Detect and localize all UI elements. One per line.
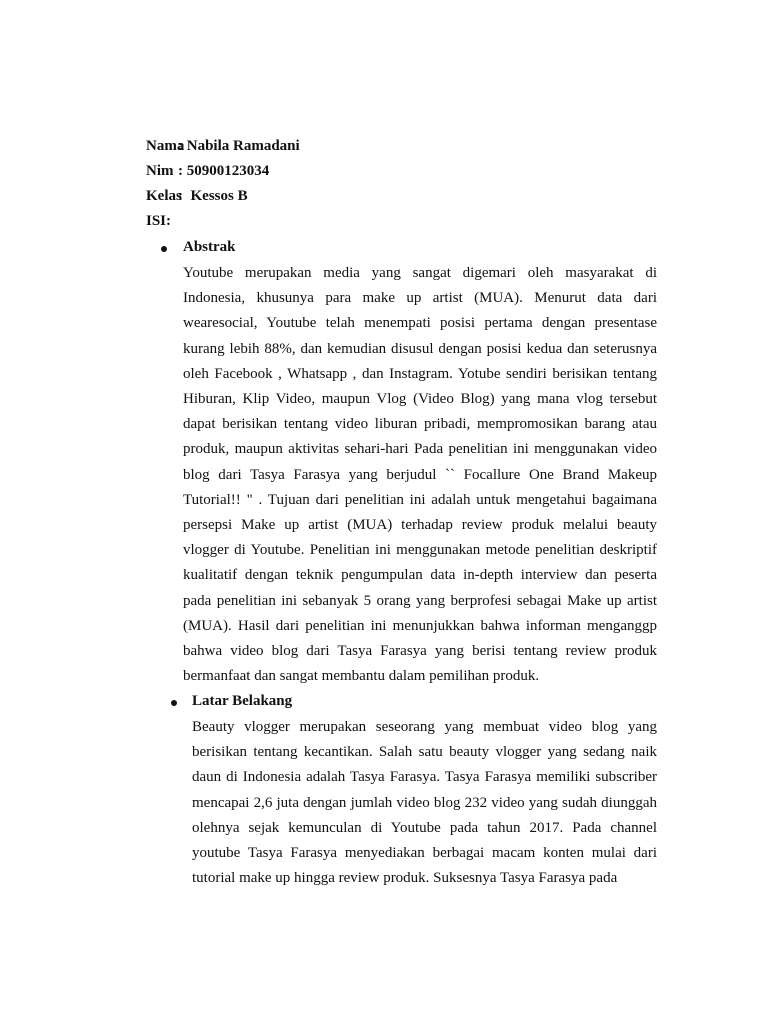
- nim-line: [146, 163, 269, 180]
- section-paragraph-latar-belakang: Beauty vlogger merupakan seseorang yang membuat video blog yang berisikan tentang kecantikan. Salah satu beauty vlogger yang sedang naik daun di Indonesia adalah Tasya Farasya. Tasya Farasya memiliki subscriber mencapai 2,6 juta dengan jumlah video blog 232 video yang sudah diunggah olehnya sejak kemunculan di Youtube pada tahun 2017. Pada channel youtube Tasya Farasya menyediakan berbagai macam konten mulai dari tutorial make up hingga review produk. Suksesnya Tasya Farasya pada: [192, 719, 657, 887]
- section-title-abstrak: Abstrak: [183, 239, 236, 255]
- nim-label: Nim: [146, 163, 174, 179]
- nim-value: : 50900123034: [178, 163, 270, 179]
- bullet-icon: [161, 246, 167, 252]
- class-line: [146, 188, 248, 205]
- section-title-latar-belakang: Latar Belakang: [192, 693, 293, 709]
- name-label: Nama: [146, 138, 185, 154]
- bullet-icon: [171, 700, 177, 706]
- class-label: Kelas: [146, 188, 182, 204]
- section-paragraph-abstrak: Youtube merupakan media yang sangat digemari oleh masyarakat di Indonesia, khusunya para make up artist (MUA). Menurut data dari wearesocial, Youtube telah menempati posisi pertama dengan presentase kurang lebih 88%, dan kemudian disusul dengan posisi kedua dan seterusnya oleh Facebook , Whatsapp , dan Instagram. Yotube sendiri berisikan tentang Hiburan, Klip Video, maupun Vlog (Video Blog) yang mana vlog tersebut dapat berisikan tentang video liburan pribadi, mempromosikan barang atau produk, maupun aktivitas sehari-hari Pada penelitian ini menggunakan video blog dari Tasya Farasya yang berjudul `` Focallure One Brand Makeup Tutorial!! " . Tujuan dari penelitian ini adalah untuk mengetahui bagaimana persepsi Make up artist (MUA) terhadap review produk melalui beauty vlogger di Youtube. Penelitian ini menggunakan metode penelitian deskriptif kualitatif dengan teknik pengumpulan data in-depth interview dan peserta pada penelitian ini sebanyak 5 orang yang berprofesi sebagai Make up artist (MUA). Hasil dari penelitian ini menunjukkan bahwa informan menganggp bahwa video blog dari Tasya Farasya yang berisi tentang review produk bermanfaat dan sangat membantu dalam pemilihan produk.: [183, 265, 657, 685]
- name-line: [146, 138, 300, 155]
- name-value: : Nabila Ramadani: [178, 138, 300, 154]
- content-heading: ISI:: [146, 213, 172, 229]
- class-value: : Kessos B: [178, 188, 248, 204]
